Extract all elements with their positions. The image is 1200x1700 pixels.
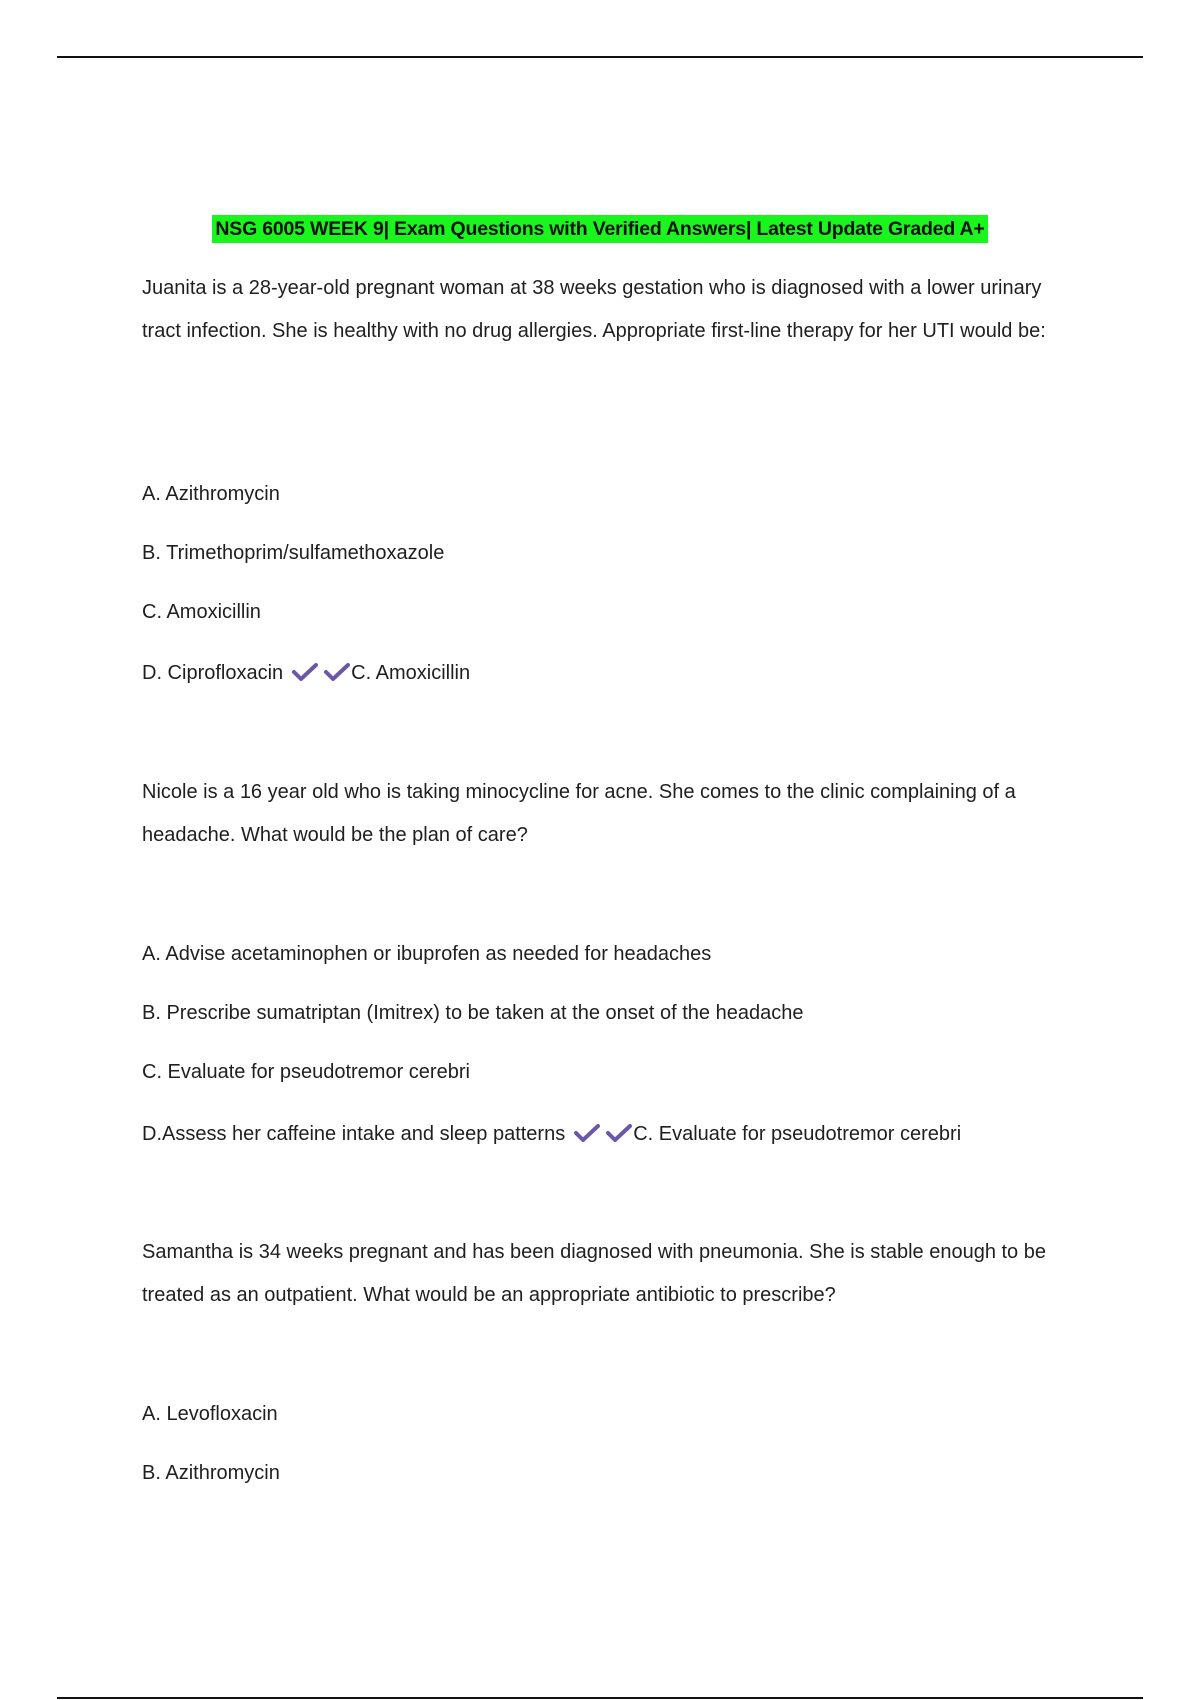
question-text: Juanita is a 28-year-old pregnant woman at 38 weeks gestation who is diagnosed with a lower urinary tract infection. She is healthy with no drug allergies. Appropriate first-line therapy for her UTI would be: <box>142 277 1046 342</box>
option-b: B. Azithromycin <box>142 1462 280 1484</box>
option-d: D. Ciprofloxacin <box>142 662 284 684</box>
question-text: Nicole is a 16 year old who is taking minocycline for acne. She comes to the clinic complaining of a headache. What would be the plan of care? <box>142 781 1016 846</box>
correct-answer: C. Evaluate for pseudotremor cerebri <box>633 1123 962 1145</box>
option-d-with-answer <box>142 1120 961 1148</box>
check-icon <box>291 661 319 683</box>
option-a: A. Levofloxacin <box>142 1403 278 1425</box>
question-text: Samantha is 34 weeks pregnant and has been diagnosed with pneumonia. She is stable enough to be treated as an outpatient. What would be an appropriate antibiotic to prescribe? <box>142 1241 1046 1306</box>
option-c: C. Evaluate for pseudotremor cerebri <box>142 1061 470 1083</box>
question-1 <box>142 267 1062 353</box>
header-rule <box>57 56 1143 58</box>
check-icon <box>605 1122 633 1144</box>
footer-rule <box>57 1697 1143 1699</box>
option-a: A. Advise acetaminophen or ibuprofen as needed for headaches <box>142 943 712 965</box>
document-title: NSG 6005 WEEK 9| Exam Questions with Verified Answers| Latest Update Graded A+ <box>212 215 987 243</box>
correct-answer: C. Amoxicillin <box>351 662 471 684</box>
check-icon <box>323 661 351 683</box>
option-b: B. Trimethoprim/sulfamethoxazole <box>142 542 445 564</box>
question-3 <box>142 1231 1062 1317</box>
title-container <box>0 215 1200 243</box>
option-a: A. Azithromycin <box>142 483 280 505</box>
option-d-with-answer <box>142 659 470 687</box>
check-icon <box>573 1122 601 1144</box>
option-d: D.Assess her caffeine intake and sleep patterns <box>142 1123 566 1145</box>
option-c: C. Amoxicillin <box>142 601 261 623</box>
option-b: B. Prescribe sumatriptan (Imitrex) to be taken at the onset of the headache <box>142 1002 804 1024</box>
question-2 <box>142 771 1062 857</box>
